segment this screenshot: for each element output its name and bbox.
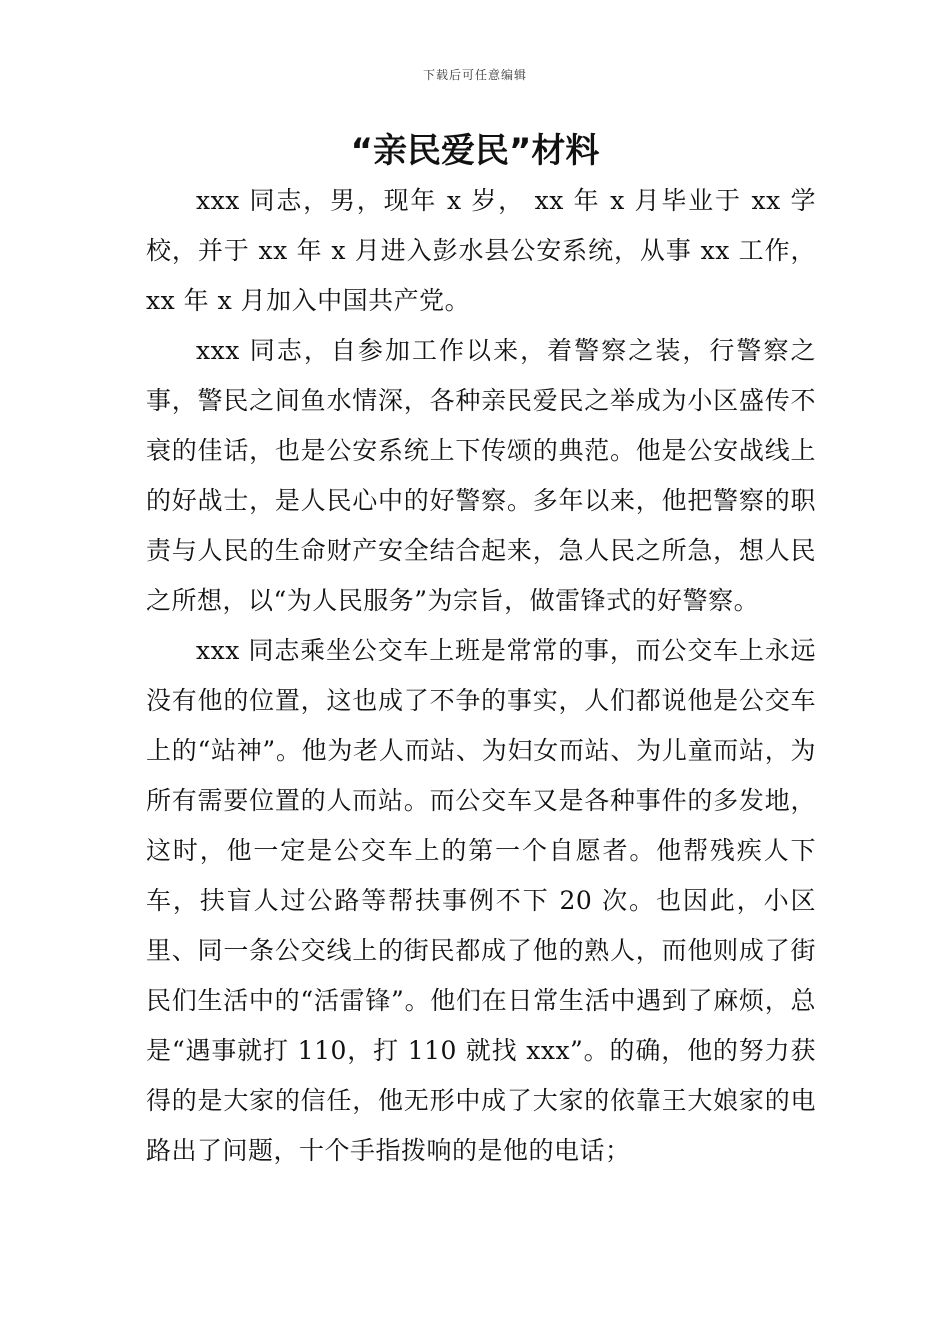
document-title: “亲民爱民”材料 <box>350 131 600 171</box>
paragraph-2: xxx 同志，自参加工作以来，着警察之装，行警察之事，警民之间鱼水情深，各种亲民爱民之举成为小区盛传不衰的佳话，也是公安系统上下传颂的典范。他是公安战线上的好战士，是人民心中的好警察。多年以来，他把警察的职责与人民的生命财产安全结合起来，急人民之所急，想人民之所想，以“为人民服务”为宗旨，做雷锋式的好警察。 <box>146 336 816 615</box>
document-body <box>146 176 816 1176</box>
header-note: 下载后可任意编辑 <box>422 68 527 82</box>
paragraph-1: xxx 同志，男，现年 x 岁， xx 年 x 月毕业于 xx 学校，并于 xx 年 x 月进入彭水县公安系统，从事 xx 工作，xx 年 x 月加入中国共产党。 <box>146 186 816 315</box>
paragraph-3: xxx 同志乘坐公交车上班是常常的事，而公交车上永远没有他的位置，这也成了不争的事实，人们都说他是公交车上的“站神”。他为老人而站、为妇女而站、为儿童而站，为所有需要位置的人而站。而公交车又是各种事件的多发地，这时，他一定是公交车上的第一个自愿者。他帮残疾人下车，扶盲人过公路等帮扶事例不下 20 次。也因此，小区里、同一条公交线上的街民都成了他的熟人，而他则成了街民们生活中的“活雷锋”。他们在日常生活中遇到了麻烦，总是“遇事就打 110，打 110 就找 xxx”。的确，他的努力获得的是大家的信任，他无形中成了大家的依靠王大娘家的电路出了问题，十个手指拨响的是他的电话； <box>146 636 816 1165</box>
